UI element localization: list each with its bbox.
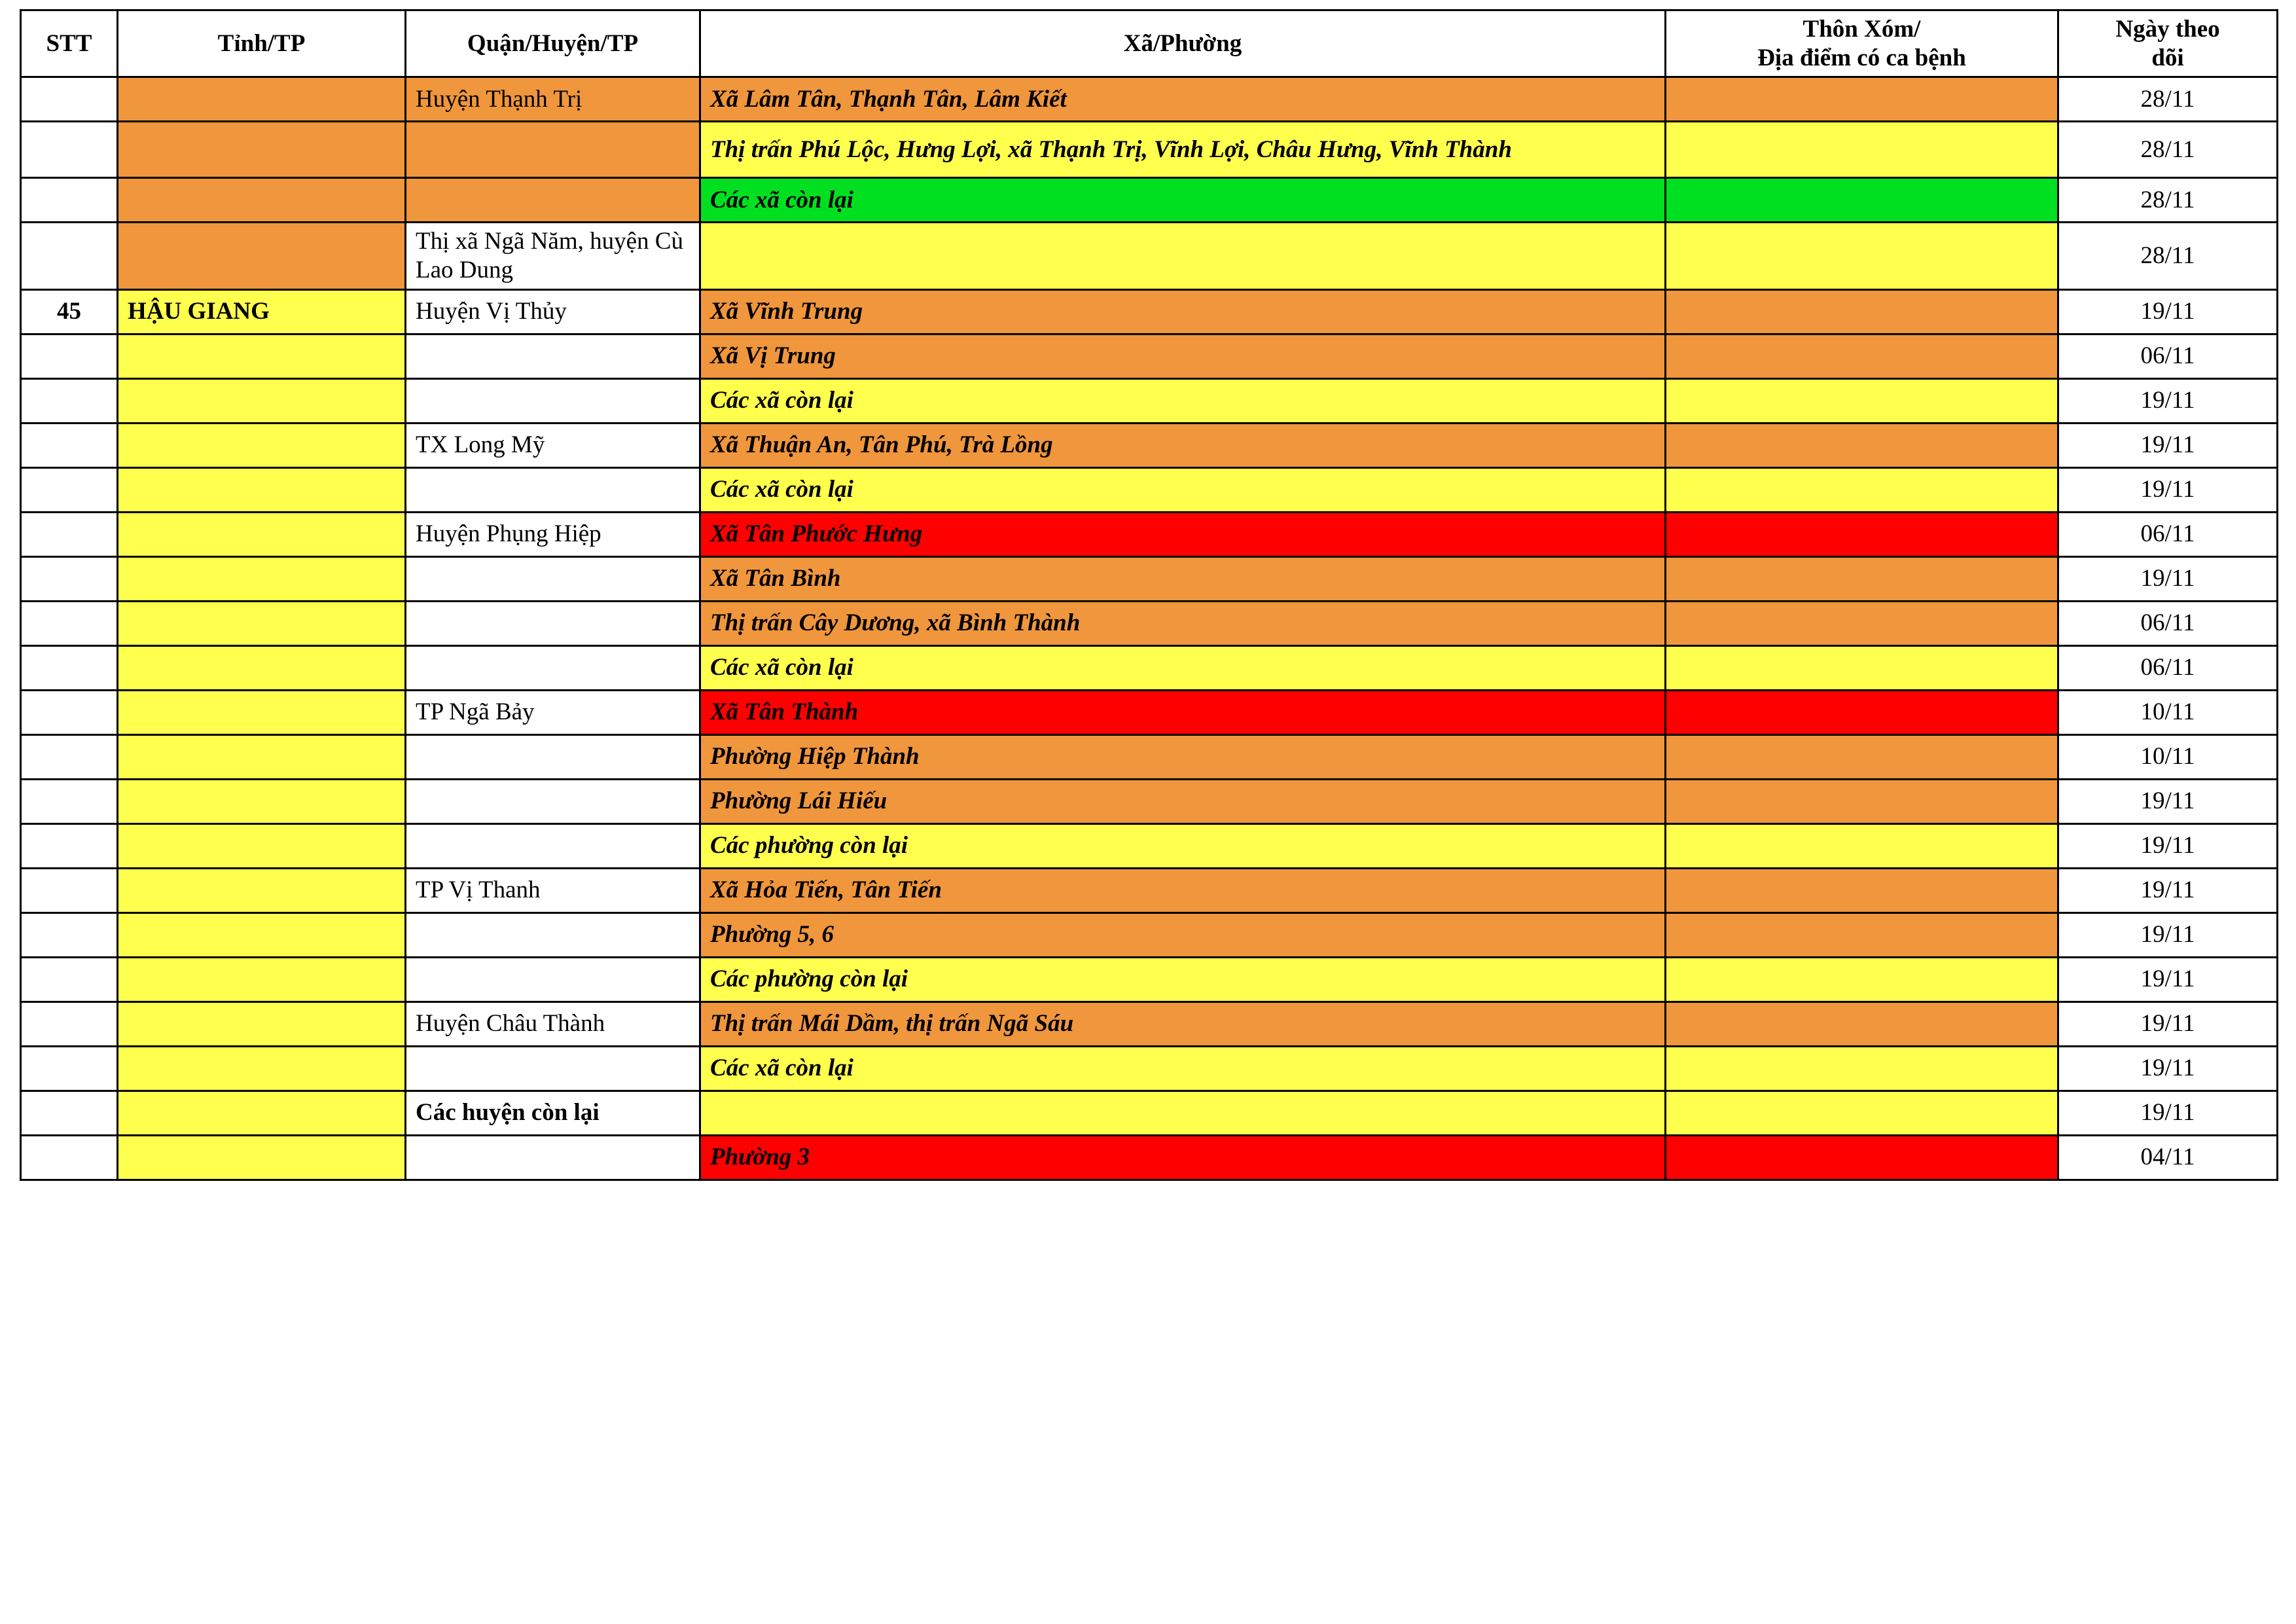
cell-ward: Các xã còn lại	[700, 1046, 1666, 1091]
table-row	[21, 77, 2278, 122]
cell-province	[118, 601, 406, 645]
column-header-hamlet-line1: Thôn Xóm/	[1803, 16, 1921, 43]
cell-ward: Các xã còn lại	[700, 378, 1666, 423]
cell-hamlet	[1666, 957, 2058, 1001]
cell-date: 19/11	[2058, 1001, 2278, 1046]
cell-district	[406, 1046, 700, 1091]
table-row	[21, 1001, 2278, 1046]
cell-hamlet	[1666, 868, 2058, 912]
cell-province	[118, 467, 406, 512]
table-row	[21, 122, 2278, 178]
cell-stt	[21, 423, 118, 467]
cell-ward: Thị trấn Phú Lộc, Hưng Lợi, xã Thạnh Trị, Vĩnh Lợi, Châu Hưng, Vĩnh Thành	[700, 122, 1666, 178]
cell-date: 04/11	[2058, 1135, 2278, 1180]
table-row	[21, 601, 2278, 645]
cell-date: 28/11	[2058, 223, 2278, 289]
cell-ward: Phường Hiệp Thành	[700, 734, 1666, 779]
cell-hamlet	[1666, 1091, 2058, 1135]
cell-hamlet	[1666, 690, 2058, 734]
cell-date: 19/11	[2058, 423, 2278, 467]
cell-stt: 45	[21, 289, 118, 334]
cell-ward: Xã Tân Phước Hưng	[700, 512, 1666, 556]
cell-hamlet	[1666, 178, 2058, 223]
cell-province	[118, 334, 406, 378]
cell-district	[406, 556, 700, 601]
cell-province	[118, 690, 406, 734]
cell-stt	[21, 378, 118, 423]
table-row	[21, 734, 2278, 779]
cell-date: 19/11	[2058, 467, 2278, 512]
cell-ward	[700, 223, 1666, 289]
cell-province	[118, 223, 406, 289]
cell-hamlet	[1666, 467, 2058, 512]
cell-province	[118, 77, 406, 122]
cell-province	[118, 957, 406, 1001]
cell-ward: Phường 3	[700, 1135, 1666, 1180]
table-row	[21, 178, 2278, 223]
table-row	[21, 912, 2278, 957]
table-row	[21, 1046, 2278, 1091]
cell-district	[406, 1135, 700, 1180]
cell-province	[118, 645, 406, 690]
cell-stt	[21, 334, 118, 378]
cell-stt	[21, 601, 118, 645]
cell-stt	[21, 1046, 118, 1091]
cell-hamlet	[1666, 1135, 2058, 1180]
cell-hamlet	[1666, 556, 2058, 601]
cell-stt	[21, 77, 118, 122]
cell-district	[406, 467, 700, 512]
table-header	[21, 10, 2278, 77]
column-header-stt: STT	[21, 10, 118, 77]
cell-district: Huyện Châu Thành	[406, 1001, 700, 1046]
cell-ward: Các phường còn lại	[700, 823, 1666, 868]
cell-date: 10/11	[2058, 690, 2278, 734]
cell-hamlet	[1666, 223, 2058, 289]
cell-district	[406, 645, 700, 690]
cell-ward: Các xã còn lại	[700, 178, 1666, 223]
cell-date: 19/11	[2058, 1091, 2278, 1135]
cell-date: 19/11	[2058, 556, 2278, 601]
cell-stt	[21, 1091, 118, 1135]
cell-district: Các huyện còn lại	[406, 1091, 700, 1135]
column-header-district: Quận/Huyện/TP	[406, 10, 700, 77]
cell-date: 06/11	[2058, 645, 2278, 690]
table-row	[21, 868, 2278, 912]
cell-district: Huyện Thạnh Trị	[406, 77, 700, 122]
cell-hamlet	[1666, 734, 2058, 779]
cell-ward: Các xã còn lại	[700, 467, 1666, 512]
cell-stt	[21, 645, 118, 690]
cell-ward: Xã Tân Bình	[700, 556, 1666, 601]
cell-stt	[21, 957, 118, 1001]
column-header-date	[2058, 10, 2278, 77]
cell-ward: Phường Lái Hiếu	[700, 779, 1666, 823]
cell-stt	[21, 122, 118, 178]
cell-stt	[21, 734, 118, 779]
table-row	[21, 823, 2278, 868]
cell-district	[406, 601, 700, 645]
cell-province	[118, 823, 406, 868]
column-header-ward: Xã/Phường	[700, 10, 1666, 77]
cell-hamlet	[1666, 334, 2058, 378]
cell-district	[406, 122, 700, 178]
table-row	[21, 645, 2278, 690]
cell-date: 19/11	[2058, 779, 2278, 823]
cell-province	[118, 423, 406, 467]
table-row	[21, 467, 2278, 512]
cell-ward: Xã Vĩnh Trung	[700, 289, 1666, 334]
covid-risk-level-table	[20, 9, 2278, 1181]
cell-ward: Xã Thuận An, Tân Phú, Trà Lồng	[700, 423, 1666, 467]
table-row	[21, 289, 2278, 334]
cell-date: 19/11	[2058, 957, 2278, 1001]
cell-province	[118, 1091, 406, 1135]
cell-district: TP Ngã Bảy	[406, 690, 700, 734]
cell-hamlet	[1666, 645, 2058, 690]
cell-ward: Phường 5, 6	[700, 912, 1666, 957]
cell-hamlet	[1666, 378, 2058, 423]
table-row	[21, 423, 2278, 467]
cell-date: 28/11	[2058, 122, 2278, 178]
table-row	[21, 378, 2278, 423]
cell-stt	[21, 1001, 118, 1046]
cell-stt	[21, 912, 118, 957]
cell-date: 19/11	[2058, 1046, 2278, 1091]
table-row	[21, 223, 2278, 289]
cell-hamlet	[1666, 823, 2058, 868]
cell-district	[406, 378, 700, 423]
cell-province	[118, 556, 406, 601]
cell-date: 28/11	[2058, 77, 2278, 122]
cell-district	[406, 957, 700, 1001]
cell-district	[406, 334, 700, 378]
cell-province	[118, 178, 406, 223]
cell-province	[118, 734, 406, 779]
table-body	[21, 77, 2278, 1180]
column-header-hamlet	[1666, 10, 2058, 77]
cell-hamlet	[1666, 423, 2058, 467]
cell-hamlet	[1666, 1001, 2058, 1046]
table-row	[21, 690, 2278, 734]
cell-date: 06/11	[2058, 334, 2278, 378]
cell-stt	[21, 690, 118, 734]
cell-stt	[21, 556, 118, 601]
cell-hamlet	[1666, 77, 2058, 122]
cell-stt	[21, 823, 118, 868]
cell-hamlet	[1666, 512, 2058, 556]
cell-stt	[21, 223, 118, 289]
cell-ward: Xã Hỏa Tiến, Tân Tiến	[700, 868, 1666, 912]
cell-district: TP Vị Thanh	[406, 868, 700, 912]
cell-province	[118, 1046, 406, 1091]
cell-province	[118, 779, 406, 823]
cell-ward: Xã Lâm Tân, Thạnh Tân, Lâm Kiết	[700, 77, 1666, 122]
cell-district	[406, 734, 700, 779]
table-row	[21, 512, 2278, 556]
cell-district: TX Long Mỹ	[406, 423, 700, 467]
cell-ward: Thị trấn Cây Dương, xã Bình Thành	[700, 601, 1666, 645]
cell-date: 19/11	[2058, 289, 2278, 334]
cell-district	[406, 178, 700, 223]
cell-province	[118, 1001, 406, 1046]
cell-date: 19/11	[2058, 823, 2278, 868]
cell-date: 19/11	[2058, 378, 2278, 423]
cell-stt	[21, 1135, 118, 1180]
cell-stt	[21, 467, 118, 512]
cell-district	[406, 912, 700, 957]
cell-ward: Xã Tân Thành	[700, 690, 1666, 734]
table-row	[21, 1091, 2278, 1135]
cell-province	[118, 912, 406, 957]
table-row	[21, 779, 2278, 823]
cell-hamlet	[1666, 912, 2058, 957]
cell-date: 06/11	[2058, 601, 2278, 645]
cell-ward: Các xã còn lại	[700, 645, 1666, 690]
cell-date: 28/11	[2058, 178, 2278, 223]
cell-province	[118, 1135, 406, 1180]
cell-date: 19/11	[2058, 912, 2278, 957]
column-header-hamlet-line2: Địa điểm có ca bệnh	[1757, 44, 1966, 71]
cell-province	[118, 868, 406, 912]
cell-ward: Xã Vị Trung	[700, 334, 1666, 378]
cell-date: 06/11	[2058, 512, 2278, 556]
cell-district: Huyện Vị Thủy	[406, 289, 700, 334]
table-row	[21, 1135, 2278, 1180]
cell-stt	[21, 512, 118, 556]
cell-stt	[21, 868, 118, 912]
cell-ward: Thị trấn Mái Dầm, thị trấn Ngã Sáu	[700, 1001, 1666, 1046]
cell-district: Huyện Phụng Hiệp	[406, 512, 700, 556]
column-header-province: Tỉnh/TP	[118, 10, 406, 77]
cell-date: 19/11	[2058, 868, 2278, 912]
cell-district	[406, 823, 700, 868]
column-header-date-line2: dõi	[2151, 44, 2184, 71]
cell-province	[118, 378, 406, 423]
table-row	[21, 957, 2278, 1001]
cell-province	[118, 512, 406, 556]
cell-date: 10/11	[2058, 734, 2278, 779]
cell-hamlet	[1666, 779, 2058, 823]
cell-hamlet	[1666, 289, 2058, 334]
cell-hamlet	[1666, 122, 2058, 178]
table-row	[21, 556, 2278, 601]
column-header-date-line1: Ngày theo	[2115, 16, 2220, 43]
table-header-row	[21, 10, 2278, 77]
cell-ward: Các phường còn lại	[700, 957, 1666, 1001]
table-row	[21, 334, 2278, 378]
cell-stt	[21, 779, 118, 823]
cell-district	[406, 779, 700, 823]
cell-district: Thị xã Ngã Năm, huyện Cù Lao Dung	[406, 223, 700, 289]
cell-stt	[21, 178, 118, 223]
cell-hamlet	[1666, 601, 2058, 645]
cell-province	[118, 122, 406, 178]
cell-province: HẬU GIANG	[118, 289, 406, 334]
cell-hamlet	[1666, 1046, 2058, 1091]
cell-ward	[700, 1091, 1666, 1135]
